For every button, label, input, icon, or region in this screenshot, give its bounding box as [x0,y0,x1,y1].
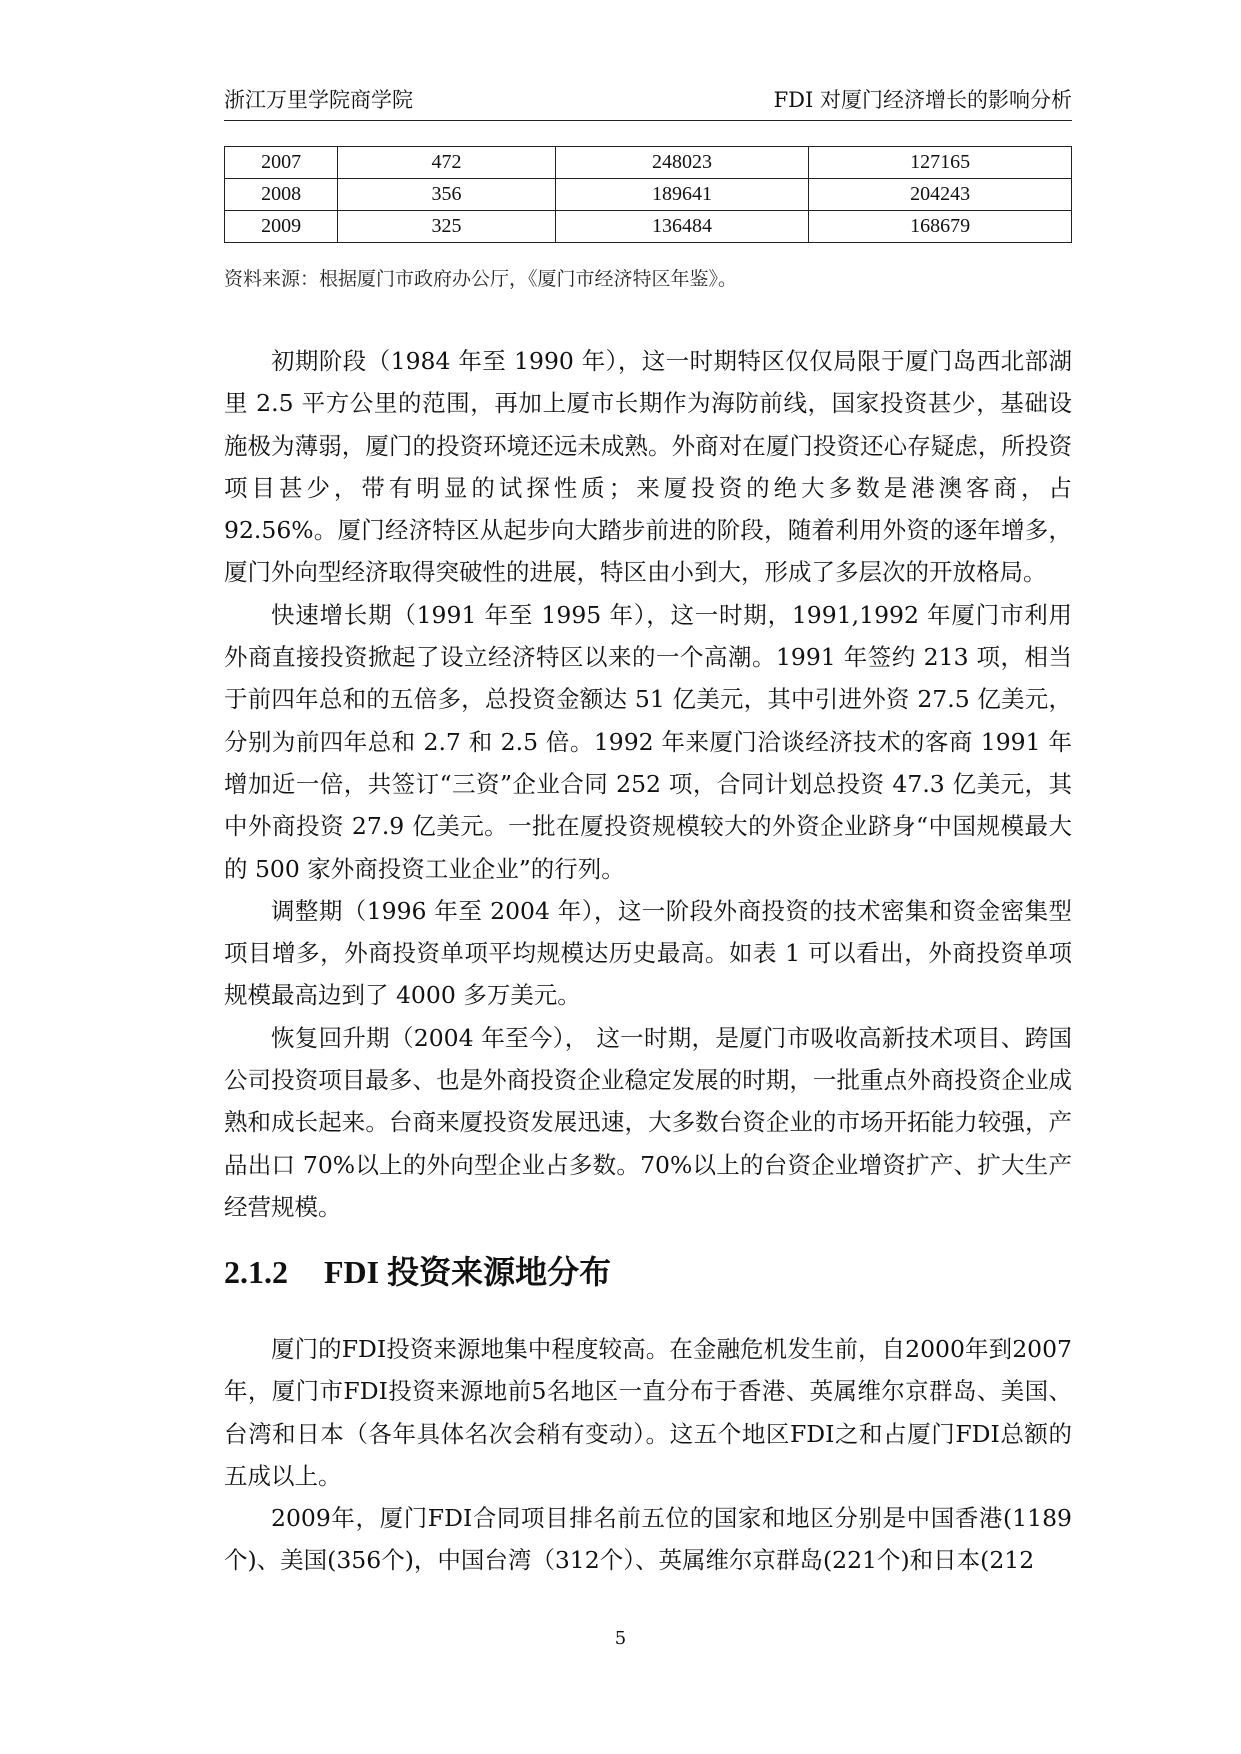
table-cell: 248023 [555,147,809,179]
section-heading [224,1247,611,1293]
section-number: 2.1.2 [224,1254,288,1290]
header-institution: 浙江万里学院商学院 [224,88,413,112]
paragraph: 快速增长期（1991 年至 1995 年），这一时期，1991,1992 年厦门市利用外商直接投资掀起了设立经济特区以来的一个高潮。1991 年签约 213 项，相当于前四年总和的五倍多，总投资金额达 51 亿美元，其中引进外资 27.5 亿美元，分别为前四年总和 2.7 和 2.5 倍。1992 年来厦门洽谈经济技术的客商 1991 年增加近一倍，共签订“三资”企业合同 252 项，合同计划总投资 47.3 亿美元，其中外商投资 27.9 亿美元。一批在厦投资规模较大的外资企业跻身“中国规模最大的 500 家外商投资工业企业”的行列。 [224,600,1072,883]
table-row [225,179,1072,211]
table-cell: 136484 [555,211,809,243]
table-cell: 325 [338,211,555,243]
table-cell: 2009 [225,211,338,243]
table-cell: 168679 [809,211,1072,243]
header-title: FDI 对厦门经济增长的影响分析 [773,88,1072,112]
paragraph: 2009年，厦门FDI合同项目排名前五位的国家和地区分别是中国香港(1189个)、美国(356个)，中国台湾（312个）、英属维尔京群岛(221个)和日本(212 [224,1504,1072,1575]
table-cell: 2008 [225,179,338,211]
table-source-note: 资料来源：根据厦门市政府办公厅，《厦门市经济特区年鉴》。 [224,268,738,290]
table-cell: 356 [338,179,555,211]
paragraph: 恢复回升期（2004 年至今）， 这一时期，是厦门市吸收高新技术项目、跨国公司投资项目最多、也是外商投资企业稳定发展的时期，一批重点外商投资企业成熟和成长起来。台商来厦投资发展迅速，大多数台资企业的市场开拓能力较强，产品出口 70%以上的外向型企业占多数。70%以上的台资企业增资扩产、扩大生产经营规模。 [224,1023,1072,1221]
data-table [224,146,1072,243]
table-cell: 127165 [809,147,1072,179]
page-header [224,84,1072,121]
table-row [225,147,1072,179]
table-cell: 204243 [809,179,1072,211]
paragraph: 厦门的FDI投资来源地集中程度较高。在金融危机发生前，自2000年到2007年，厦门市FDI投资来源地前5名地区一直分布于香港、英属维尔京群岛、美国、台湾和日本（各年具体名次会稍有变动）。这五个地区FDI之和占厦门FDI总额的五成以上。 [224,1335,1072,1490]
paragraph: 初期阶段（1984 年至 1990 年），这一时期特区仅仅局限于厦门岛西北部湖里 2.5 平方公里的范围，再加上厦市长期作为海防前线，国家投资甚少，基础设施极为薄弱，厦门的投资环境还远未成熟。外商对在厦门投资还心存疑虑，所投资项目甚少，带有明显的试探性质；来厦投资的绝大多数是港澳客商，占 92.56%。厦门经济特区从起步向大踏步前进的阶段，随着利用外资的逐年增多，厦门外向型经济取得突破性的进展，特区由小到大，形成了多层次的开放格局。 [224,347,1072,587]
table-cell: 189641 [555,179,809,211]
body-text-a [224,340,1072,1228]
table-cell: 2007 [225,147,338,179]
body-text-b [224,1328,1072,1582]
table-cell: 472 [338,147,555,179]
table-row [225,211,1072,243]
section-title: FDI 投资来源地分布 [324,1254,612,1290]
page-number: 5 [614,1628,627,1649]
paragraph: 调整期（1996 年至 2004 年），这一阶段外商投资的技术密集和资金密集型项目增多，外商投资单项平均规模达历史最高。如表 1 可以看出，外商投资单项规模最高边到了 4000 多万美元。 [224,896,1072,1010]
